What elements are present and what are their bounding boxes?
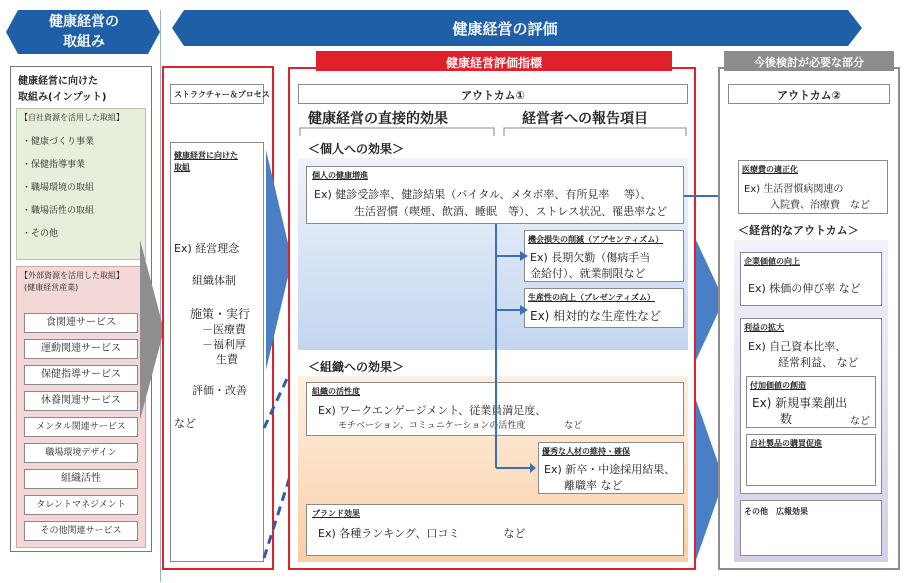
- service-health-guidance: 保健指導サービス: [24, 365, 138, 385]
- internal-item-0: ・健康づくり事業: [22, 137, 95, 147]
- outcome1-title: アウトカム①: [461, 89, 525, 102]
- internal-label: 【自社資源を活用した取組】: [20, 113, 124, 122]
- internal-item-2: ・職場環境の取組: [22, 183, 95, 193]
- service-exercise: 運動関連サービス: [24, 339, 138, 359]
- presenteeism-title: 生産性の向上（プレゼンティズム）: [528, 293, 656, 302]
- absenteeism-line1: Ex) 長期欠勤（傷病手当: [530, 251, 651, 264]
- presenteeism-line1: Ex) 相対的な生産性など: [530, 309, 662, 323]
- profit-line2: 経常利益、 など: [778, 356, 859, 369]
- talent-line1: Ex) 新卒・中途採用結果、: [544, 463, 676, 476]
- org-activation-line2: モチベーション、コミュニケーションの活性度 など: [338, 421, 583, 431]
- added-value-line2: 数: [780, 412, 793, 426]
- profit-title: 利益の拡大: [744, 323, 784, 332]
- service-other: その他関連サービス: [24, 521, 138, 541]
- personal-heading: ＜個人への効果＞: [308, 142, 405, 156]
- value-title: 企業価値の向上: [744, 257, 800, 266]
- talent-line2: 離職率 など: [564, 479, 623, 492]
- structure-sub-line1: 健康経営に向けた: [174, 151, 238, 160]
- structure-sub-line2: 取組: [174, 163, 190, 172]
- talent-title: 優秀な人材の維持・確保: [542, 447, 630, 456]
- profit-line1: Ex) 自己資本比率、: [748, 340, 847, 353]
- value-line1: Ex) 株価の伸び率 など: [748, 282, 861, 295]
- business-heading: ＜経営的なアウトカム＞: [738, 224, 859, 237]
- internal-connectors: [486, 220, 536, 480]
- inputs-title-line1: 健康経営に向けた: [18, 76, 98, 87]
- future-banner-text: 今後検討が必要な部分: [754, 56, 864, 69]
- other-title: その他 広報効果: [744, 507, 808, 516]
- absenteeism-line2: 金給付）、就業制限など: [530, 267, 646, 280]
- medical-title: 医療費の適正化: [742, 165, 798, 174]
- structure-measure1: －医療費: [202, 323, 246, 336]
- medical-line2: 入院費、治療費 など: [770, 200, 870, 211]
- added-value-title: 付加価値の創造: [750, 381, 806, 390]
- service-org-activation: 組織活性: [24, 469, 138, 489]
- structure-evaluation: 評価・改善: [192, 384, 247, 397]
- brand-title: ブランド効果: [312, 509, 360, 518]
- structure-measures: 施策・実行: [190, 307, 251, 321]
- internal-item-1: ・保健指導事業: [22, 160, 86, 170]
- structure-measure3: 生費: [216, 353, 238, 366]
- service-talent: タレントマネジメント: [24, 495, 138, 515]
- brand-line1: Ex) 各種ランキング、口コミ など: [318, 527, 526, 540]
- added-value-line1: Ex) 新規事業創出: [752, 396, 848, 410]
- bracket-lines: [298, 124, 690, 138]
- left-header-line2: 取組み: [63, 34, 105, 50]
- structure-measure2: －福利厚: [202, 338, 246, 351]
- internal-item-4: ・その他: [22, 229, 59, 239]
- left-header-line1: 健康経営の: [49, 14, 119, 30]
- indicators-banner-text: 健康経営評価指標: [445, 56, 542, 70]
- inputs-title-line2: 取組み(インプット): [18, 92, 107, 103]
- external-label-line2: (健康経営産業): [24, 283, 79, 292]
- external-label-line1: 【外部資源を活用した取組】: [20, 271, 124, 280]
- org-activation-title: 組織の活性度: [312, 387, 360, 396]
- absenteeism-title: 機会損失の削減（アブセンティズム）: [528, 235, 664, 244]
- service-workplace-design: 職場環境デザイン: [24, 443, 138, 463]
- direct-effect-label: 健康経営の直接的効果: [308, 111, 448, 127]
- service-mental: メンタル関連サービス: [24, 417, 138, 437]
- structure-title: ストラクチャー＆プロセス: [174, 90, 270, 99]
- structure-etc: など: [174, 417, 196, 430]
- report-items-label: 経営者への報告項目: [522, 111, 648, 127]
- outcome2-title: アウトカム②: [777, 89, 841, 102]
- org-activation-line1: Ex) ワークエンゲージメント、従業員満足度、: [318, 404, 547, 417]
- added-value-etc: など: [850, 416, 870, 427]
- structure-ex: Ex) 経営理念: [174, 242, 240, 255]
- personal-health-title: 個人の健康増進: [312, 171, 368, 180]
- organization-heading: ＜組織への効果＞: [308, 360, 405, 374]
- right-header-title: 健康経営の評価: [452, 20, 558, 38]
- service-food: 食関連サービス: [24, 313, 138, 333]
- personal-health-line2: 生活習慣（喫煙、飲酒、睡眠 等）、ストレス状況、罹患率など: [354, 205, 668, 218]
- internal-item-3: ・職場活性の取組: [22, 206, 95, 216]
- service-rest: 休養関連サービス: [24, 391, 138, 411]
- own-products-title: 自社製品の購買促進: [750, 439, 822, 448]
- medical-line1: Ex) 生活習慣病関連の: [744, 184, 844, 195]
- personal-health-line1: Ex) 健診受診率、健診結果（バイタル、メタボ率、有所見率 等）、: [314, 188, 652, 201]
- structure-org: 組織体制: [192, 274, 236, 287]
